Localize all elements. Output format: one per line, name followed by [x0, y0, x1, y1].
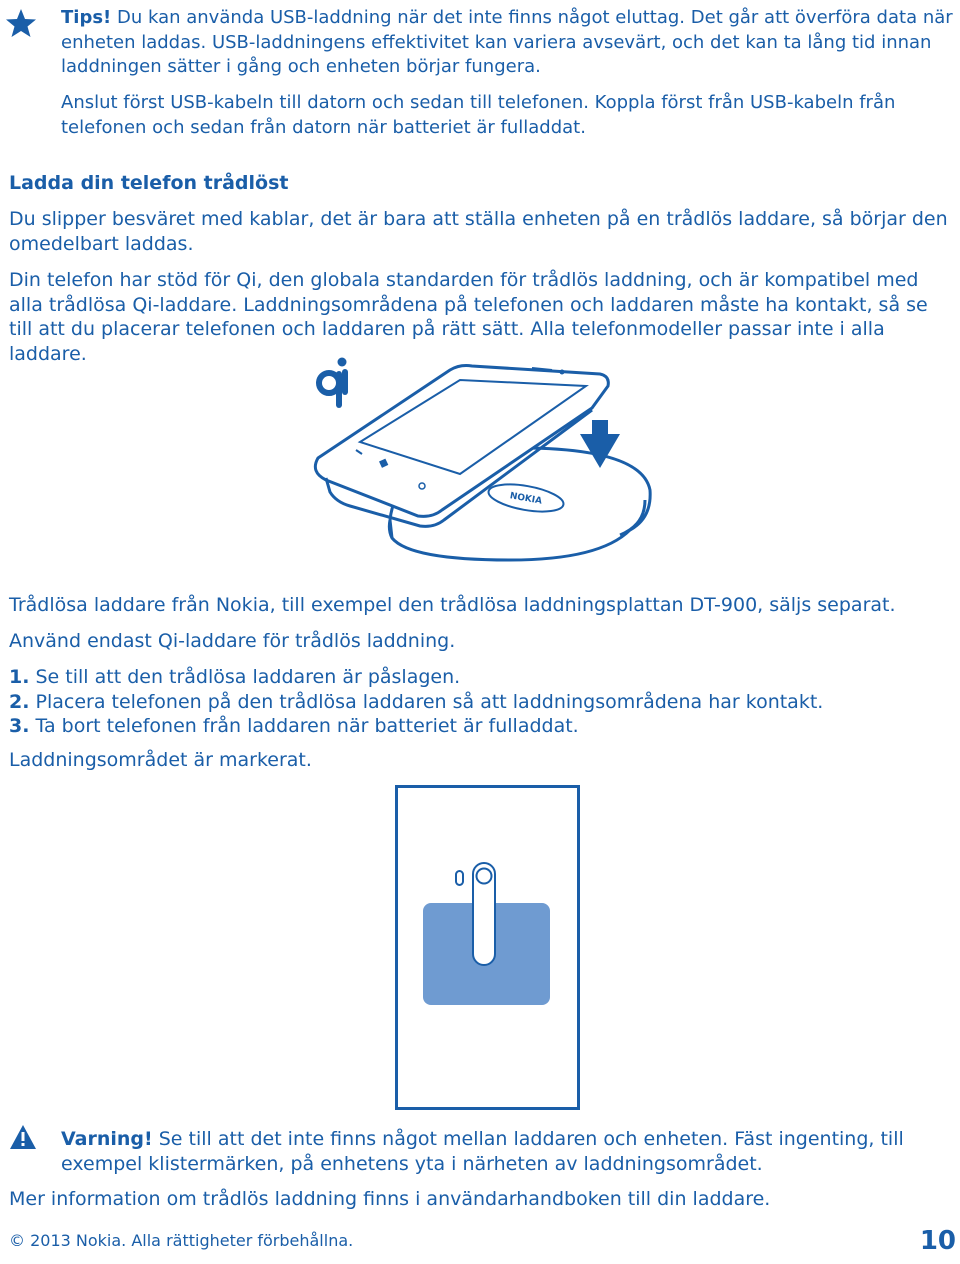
tip-label: Tips! — [61, 7, 112, 28]
step-item: 3. Ta bort telefonen från laddaren när batteriet är fulladdat. — [9, 715, 579, 737]
warning-icon — [9, 1124, 37, 1150]
section-paragraph-1: Du slipper besväret med kablar, det är bara att ställa enheten på en trådlös laddare, så börjar den omedelbart laddas. — [9, 208, 948, 255]
qi-logo-icon — [319, 358, 347, 406]
phone-on-charger-illustration — [300, 350, 660, 580]
after-paragraph-1: Trådlösa laddare från Nokia, till exempel den trådlösa laddningsplattan DT-900, säljs separat. — [9, 594, 896, 616]
charging-area-illustration — [395, 785, 580, 1110]
warning-label: Varning! — [61, 1128, 153, 1150]
footer-copyright: © 2013 Nokia. Alla rättigheter förbehållna. — [9, 1231, 354, 1250]
warning-text: Se till att det inte finns något mellan laddaren och enheten. Fäst ingenting, till exempel klistermärken, på enhetens yta i närheten av laddningsområdet. — [61, 1128, 904, 1175]
star-icon — [5, 7, 37, 39]
more-info-paragraph: Mer information om trådlös laddning finns i användarhandboken till din laddare. — [9, 1188, 771, 1210]
tip-text: Du kan använda USB-laddning när det inte finns något eluttag. Det går att överföra data när enheten laddas. USB-laddningens effektivitet kan variera avsevärt, och det kan ta lång tid innan laddningen sätter i gång och enheten börjar fungera. — [61, 7, 953, 77]
after-paragraph-2: Använd endast Qi-laddare för trådlös laddning. — [9, 630, 456, 652]
charger-brand-label: NOKIA — [508, 491, 543, 507]
section-heading: Ladda din telefon trådlöst — [9, 172, 289, 194]
steps-list — [9, 665, 956, 739]
step-item: 1. Se till att den trådlösa laddaren är påslagen. — [9, 666, 461, 688]
page-number: 10 — [919, 1226, 956, 1256]
after-paragraph-3: Laddningsområdet är markerat. — [9, 749, 312, 771]
tip-usb-instruction: Anslut först USB-kabeln till datorn och sedan till telefonen. Koppla först från USB-kabeln från telefonen och sedan från datorn när batteriet är fulladdat. — [61, 92, 896, 138]
step-item: 2. Placera telefonen på den trådlösa laddaren så att laddningsområdena har kontakt. — [9, 690, 824, 713]
tip-paragraph — [61, 6, 956, 80]
warning-paragraph — [61, 1127, 956, 1176]
section-paragraph-2: Din telefon har stöd för Qi, den globala standarden för trådlös laddning, och är kompatibel med alla trådlösa Qi-laddare. Laddningsområdena på telefonen och laddaren måste ha kontakt, så se till att du placerar telefonen och laddaren på rätt sätt. Alla telefonmodeller passar inte i alla laddare. — [9, 269, 928, 365]
